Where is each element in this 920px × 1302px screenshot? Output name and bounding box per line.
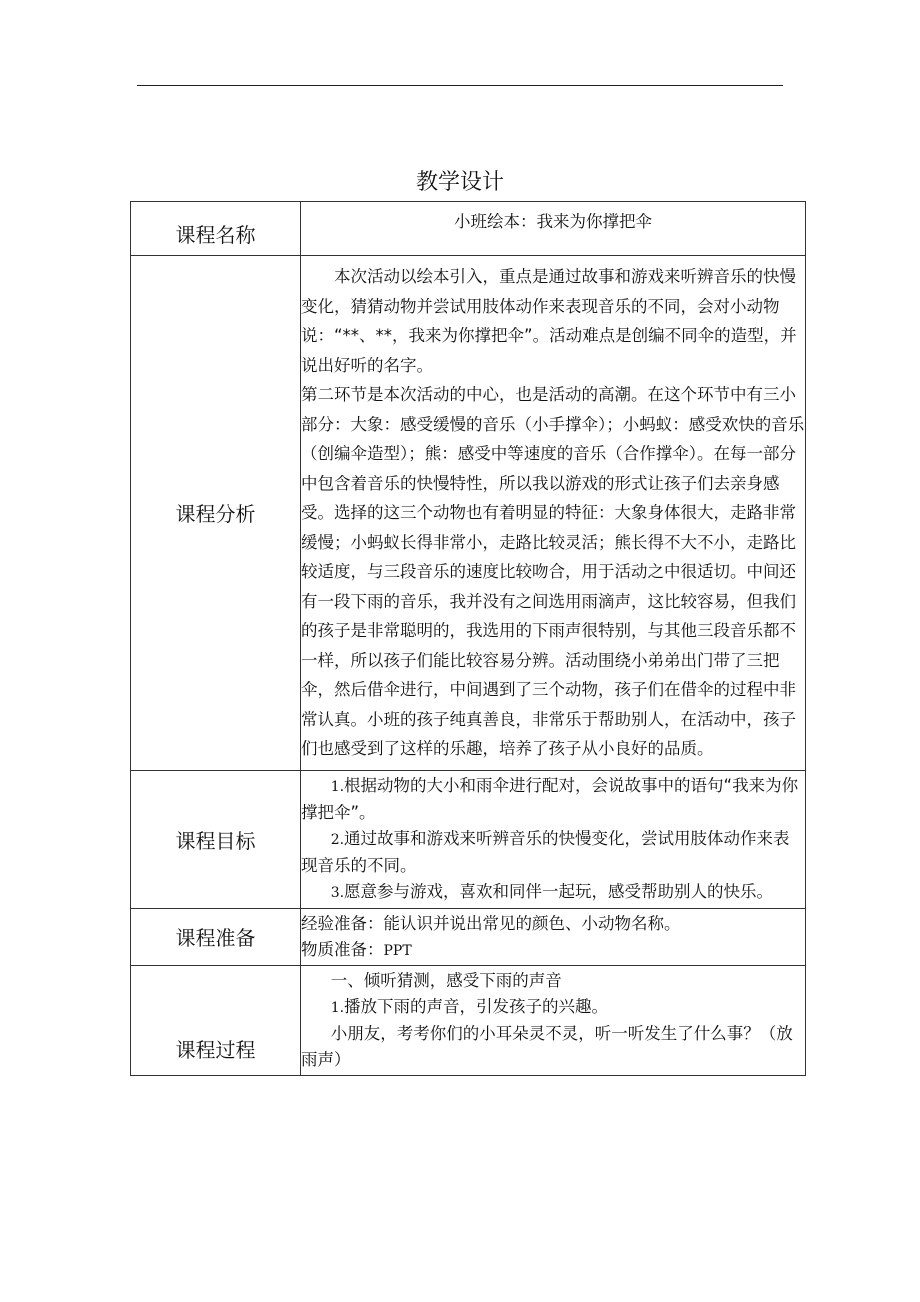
process-section: 一、倾听猜测，感受下雨的声音 [330, 970, 562, 990]
row-course-name [131, 202, 806, 256]
label-course-preparation: 课程准备 [131, 908, 301, 965]
goal-item: 1.根据动物的大小和雨伞进行配对，会说故事中的语句“我来为你撑把伞”。 [301, 775, 799, 822]
prep-material: 物质准备：PPT [301, 939, 412, 959]
header-rule [137, 85, 783, 86]
value-course-preparation [301, 908, 806, 965]
document-title: 教学设计 [415, 170, 504, 195]
label-course-goals: 课程目标 [131, 770, 301, 908]
goal-item: 2.通过故事和游戏来听辨音乐的快慢变化，尝试用肢体动作来表现音乐的不同。 [301, 828, 790, 875]
value-course-goals [301, 770, 806, 908]
row-course-preparation [131, 908, 806, 965]
value-course-analysis [301, 256, 806, 771]
prep-experience: 经验准备：能认识并说出常见的颜色、小动物名称。 [301, 913, 681, 933]
process-dialogue: 小朋友，考考你们的小耳朵灵不灵，听一听发生了什么事？（放雨声） [301, 1023, 793, 1069]
goal-item: 3.愿意参与游戏，喜欢和同伴一起玩，感受帮助别人的快乐。 [330, 881, 774, 901]
lesson-design-table [130, 201, 806, 1076]
row-course-goals [131, 770, 806, 908]
analysis-paragraph: 本次活动以绘本引入，重点是通过故事和游戏来听辨音乐的快慢变化，猜猜动物并尝试用肢体动作来表现音乐的不同，会对小动物说：“**、**，我来为你撑把伞”。活动难点是创编不同伞的造型，并说出好听的名字。 [301, 267, 797, 375]
label-course-name: 课程名称 [131, 202, 301, 256]
analysis-paragraph: 第二环节是本次活动的中心，也是活动的高潮。在这个环节中有三小部分：大象：感受缓慢的音乐（小手撑伞）；小蚂蚁：感受欢快的音乐（创编伞造型）；熊：感受中等速度的音乐（合作撑伞）。在每一部分中包含着音乐的快慢特性，所以我以游戏的形式让孩子们去亲身感受。选择的这三个动物也有着明显的特征：大象身体很大，走路非常缓慢；小蚂蚁长得非常小，走路比较灵活；熊长得不大不小，走路比较适度，与三段音乐的速度比较吻合，用于活动之中很适切。中间还有一段下雨的音乐，我并没有之间选用雨滴声，这比较容易，但我们的孩子是非常聪明的，我选用的下雨声很特别，与其他三段音乐都不一样，所以孩子们能比较容易分辨。活动围绕小弟弟出门带了三把伞，然后借伞进行，中间遇到了三个动物，孩子们在借伞的过程中非常认真。小班的孩子纯真善良，非常乐于帮助别人，在活动中，孩子们也感受到了这样的乐趣，培养了孩子从小良好的品质。 [301, 385, 805, 758]
value-course-process [301, 965, 806, 1075]
label-course-process: 课程过程 [131, 965, 301, 1075]
process-step: 1.播放下雨的声音，引发孩子的兴趣。 [330, 996, 609, 1016]
row-course-process [131, 965, 806, 1075]
row-course-analysis [131, 256, 806, 771]
label-course-analysis: 课程分析 [131, 256, 301, 771]
value-course-name: 小班绘本：我来为你撑把伞 [301, 202, 806, 256]
